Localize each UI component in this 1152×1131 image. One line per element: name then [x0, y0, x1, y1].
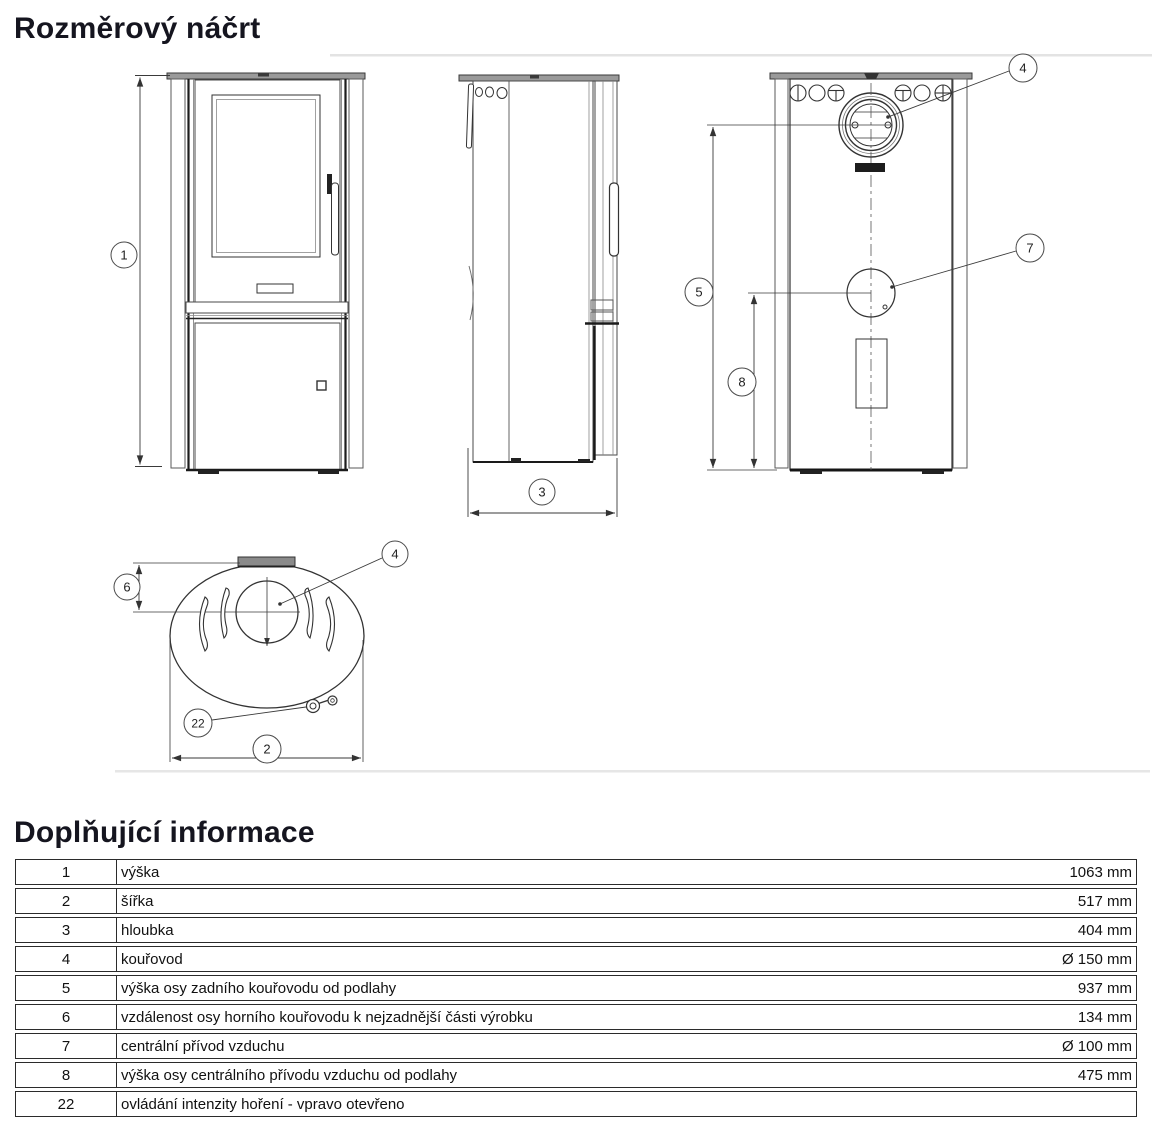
table-row	[15, 975, 1137, 1001]
table-row	[15, 1033, 1137, 1059]
info-table	[15, 856, 1137, 1120]
back-view	[685, 54, 1044, 474]
side-door-handle	[610, 183, 619, 256]
callout-7-label: 7	[1026, 240, 1034, 256]
scan-edge-bottom	[115, 770, 1150, 773]
table-row	[15, 1062, 1137, 1088]
row-label: výška osy centrálního přívodu vzduchu od podlahy	[117, 1062, 968, 1088]
table-row	[15, 1091, 1137, 1117]
row-value: 937 mm	[968, 975, 1137, 1001]
table-row	[15, 1004, 1137, 1030]
row-number: 1	[15, 859, 117, 885]
row-label: vzdálenost osy horního kouřovodu k nejzadnější části výrobku	[117, 1004, 968, 1030]
side-view	[459, 75, 619, 517]
top-knob-icon	[486, 87, 494, 97]
top-view	[114, 541, 408, 763]
row-number: 22	[15, 1091, 117, 1117]
row-number: 6	[15, 1004, 117, 1030]
row-value: 404 mm	[968, 917, 1137, 943]
callout-22-label: 22	[191, 716, 205, 731]
row-value: Ø 150 mm	[968, 946, 1137, 972]
section-title: Doplňující informace	[14, 816, 315, 849]
row-value: 475 mm	[968, 1062, 1137, 1088]
page-title: Rozměrový náčrt	[14, 12, 261, 45]
rating-plate	[855, 163, 885, 172]
callout-8-label: 8	[738, 374, 746, 390]
top-knob-icon	[476, 88, 483, 97]
callout-4-label: 4	[1019, 60, 1027, 76]
row-value: Ø 100 mm	[968, 1033, 1137, 1059]
row-number: 7	[15, 1033, 117, 1059]
row-value: 1063 mm	[968, 859, 1137, 885]
row-label: šířka	[117, 888, 968, 914]
table-row	[15, 888, 1137, 914]
row-value: 517 mm	[968, 888, 1137, 914]
row-number: 8	[15, 1062, 117, 1088]
row-label: ovládání intenzity hoření - vpravo otevřeno	[117, 1091, 968, 1117]
row-number: 4	[15, 946, 117, 972]
air-control-slot	[257, 284, 293, 293]
row-label: výška osy zadního kouřovodu od podlahy	[117, 975, 968, 1001]
callout-5-label: 5	[695, 284, 703, 300]
row-number: 3	[15, 917, 117, 943]
row-label: hloubka	[117, 917, 968, 943]
row-value: 134 mm	[968, 1004, 1137, 1030]
row-label: kouřovod	[117, 946, 968, 972]
table-row	[15, 917, 1137, 943]
top-knob-icon	[497, 88, 507, 99]
table-row	[15, 859, 1137, 885]
callout-2-label: 2	[263, 741, 271, 757]
row-number: 5	[15, 975, 117, 1001]
front-view	[111, 73, 365, 474]
callout-1-label: 1	[120, 247, 128, 263]
row-label: výška	[117, 859, 968, 885]
table-row	[15, 946, 1137, 972]
row-label: centrální přívod vzduchu	[117, 1033, 968, 1059]
row-number: 2	[15, 888, 117, 914]
callout-4-top-label: 4	[391, 546, 399, 562]
callout-3-label: 3	[538, 484, 546, 500]
row-value	[968, 1091, 1137, 1117]
callout-6-label: 6	[123, 579, 131, 595]
